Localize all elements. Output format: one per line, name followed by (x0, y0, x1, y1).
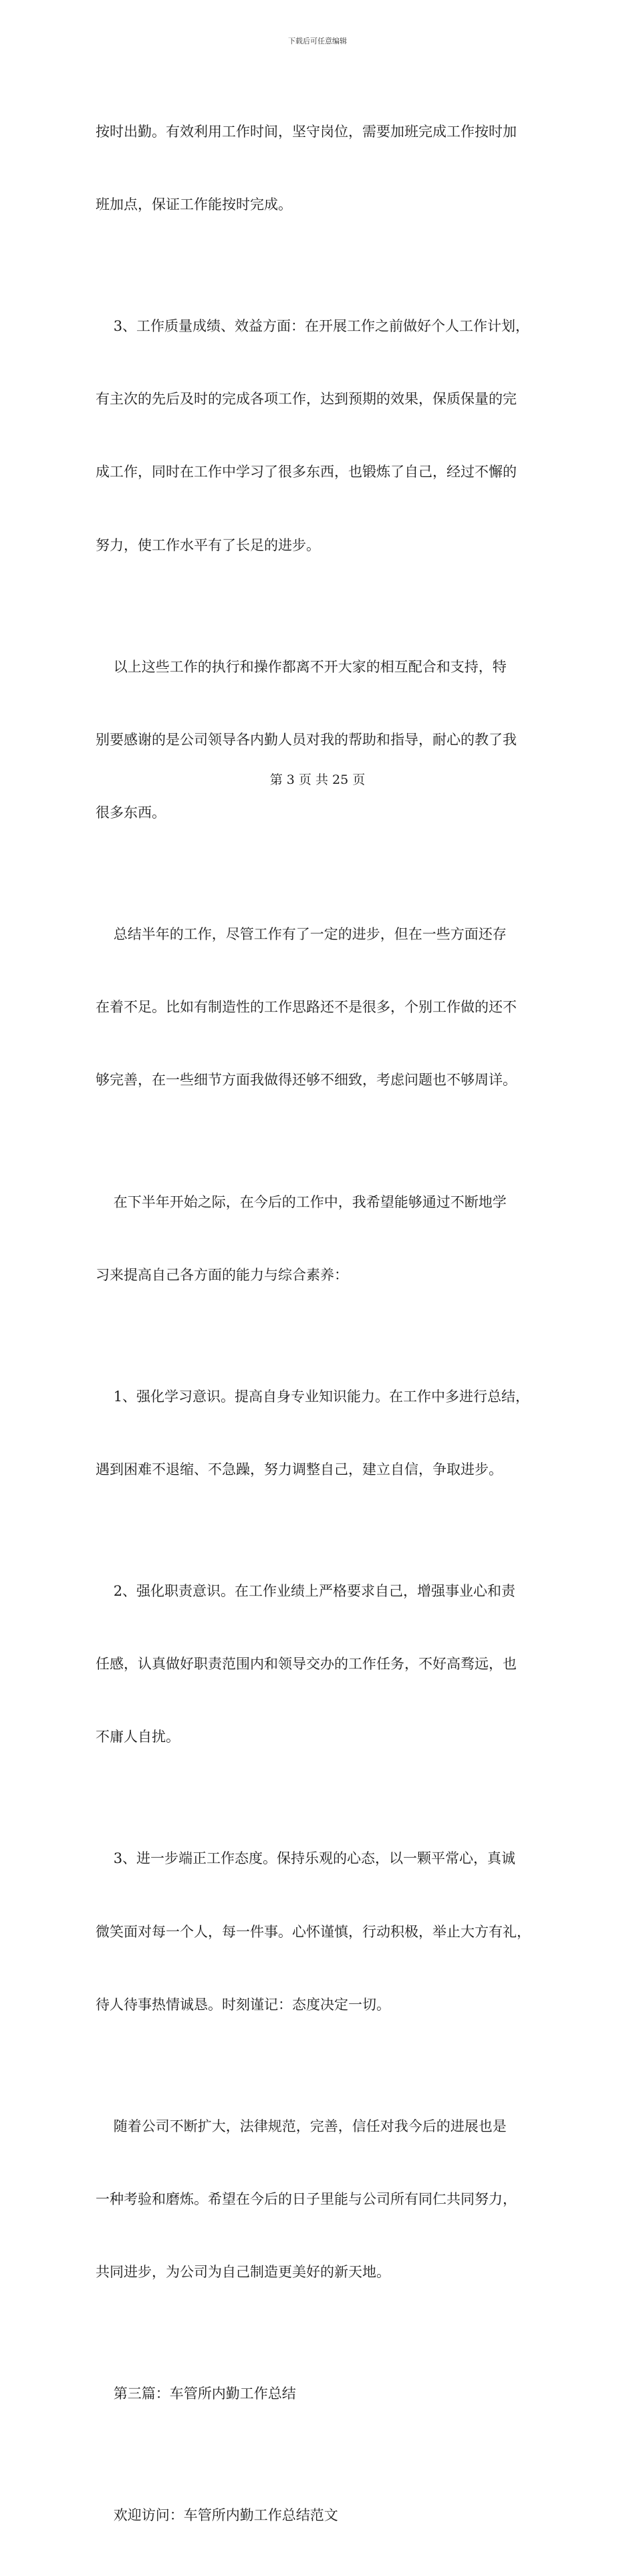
text-line: 在着不足。比如有制造性的工作思路还不是很多，个别工作做的还不 (96, 999, 517, 1016)
paragraph (96, 2454, 550, 2576)
text-line: 共同进步，为公司为自己制造更美好的新天地。 (96, 2264, 390, 2281)
text-line: 别要感谢的是公司领导各内勤人员对我的帮助和指导，耐心的教了我 (96, 731, 517, 748)
text-line: 成工作，同时在工作中学习了很多东西，也锻炼了自己，经过不懈的 (96, 464, 517, 480)
text-line: 遇到困难不退缩、不急躁，努力调整自己，建立自信，争取进步。 (96, 1461, 503, 1477)
paragraph (96, 265, 550, 606)
text-line: 很多东西。 (96, 805, 166, 821)
document-body (96, 71, 550, 2576)
text-line: 不庸人自扰。 (96, 1729, 180, 1745)
page-number: 第 3 页 共 25 页 (269, 772, 366, 787)
text-line: 有主次的先后及时的完成各项工作，达到预期的效果，保质保量的完 (96, 391, 517, 408)
text-line: 以上这些工作的执行和操作都离不开大家的相互配合和支持，特 (96, 658, 507, 675)
text-line: 欢迎访问：车管所内勤工作总结范文 (96, 2507, 338, 2524)
section-heading (96, 2333, 550, 2454)
paragraph (96, 1336, 550, 1530)
paragraph (96, 1798, 550, 2065)
text-line: 在下半年开始之际，在今后的工作中，我希望能够通过不断地学 (96, 1193, 507, 1210)
text-line: 随着公司不断扩大，法律规范，完善，信任对我今后的进展也是 (96, 2118, 507, 2134)
text-line: 待人待事热情诚恳。时刻谨记：态度决定一切。 (96, 1996, 390, 2013)
text-line: 按时出勤。有效利用工作时间，坚守岗位，需要加班完成工作按时加 (96, 123, 517, 140)
paragraph (96, 1530, 550, 1798)
paragraph (96, 71, 550, 265)
text-line: 任感，认真做好职责范围内和领导交办的工作任务，不好高骛远，也 (96, 1656, 517, 1673)
text-line: 努力，使工作水平有了长足的进步。 (96, 537, 320, 553)
paragraph (96, 873, 550, 1141)
text-line: 够完善，在一些细节方面我做得还够不细致，考虑问题也不够周详。 (96, 1072, 517, 1089)
text-line: 微笑面对每一个人，每一件事。心怀谨慎，行动积极，举止大方有礼， (96, 1923, 531, 1940)
page-header-note: 下载后可任意编辑 (288, 37, 347, 45)
text-line: 总结半年的工作，尽管工作有了一定的进步，但在一些方面还存 (96, 926, 507, 943)
text-line: 习来提高自己各方面的能力与综合素养： (96, 1266, 348, 1283)
text-line: 班加点，保证工作能按时完成。 (96, 196, 292, 213)
paragraph (96, 2065, 550, 2333)
text-line: 3、工作质量成绩、效益方面：在开展工作之前做好个人工作计划， (96, 318, 530, 335)
text-line: 第三篇：车管所内勤工作总结 (96, 2386, 296, 2402)
text-line: 1、强化学习意识。提高自身专业知识能力。在工作中多进行总结， (96, 1388, 530, 1405)
text-line: 2、强化职责意识。在工作业绩上严格要求自己，增强事业心和责 (96, 1582, 516, 1599)
text-line: 一种考验和磨炼。希望在今后的日子里能与公司所有同仁共同努力， (96, 2190, 517, 2207)
text-line: 3、进一步端正工作态度。保持乐观的心态，以一颗平常心，真诚 (96, 1850, 516, 1867)
paragraph (96, 606, 550, 873)
paragraph (96, 1141, 550, 1336)
